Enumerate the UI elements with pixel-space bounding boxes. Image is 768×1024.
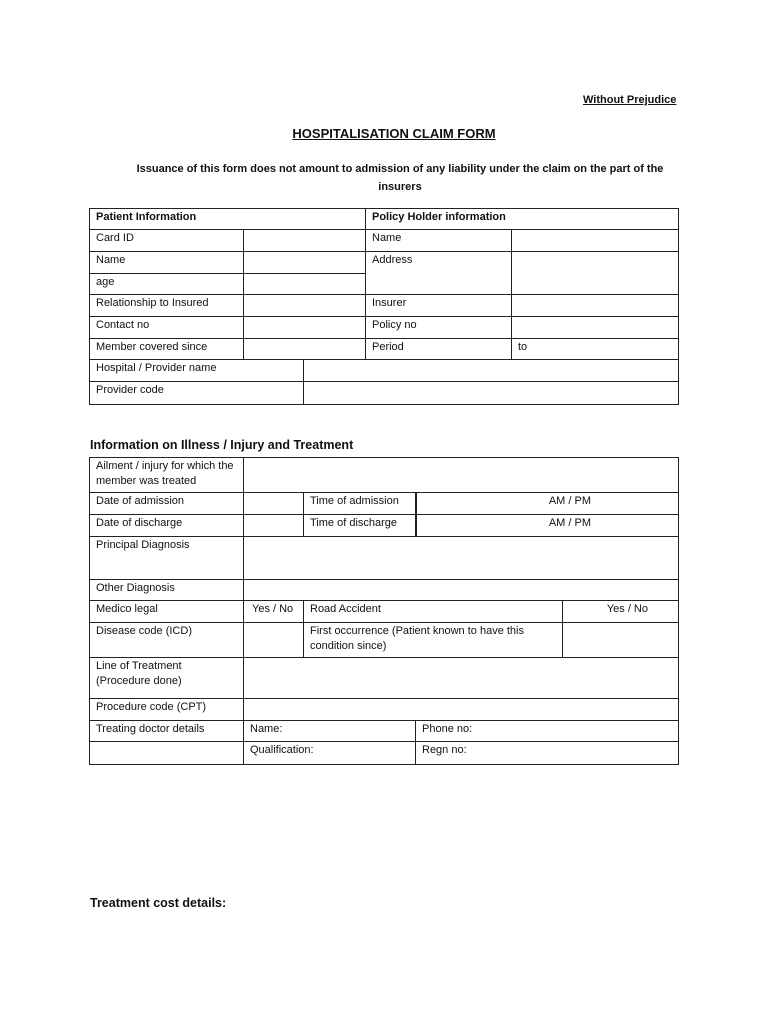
road-accident-field[interactable]: Yes / No bbox=[563, 601, 678, 623]
hospital-label: Hospital / Provider name bbox=[90, 360, 304, 382]
insurer-label: Insurer bbox=[366, 295, 512, 317]
policy-no-label: Policy no bbox=[366, 317, 512, 339]
date-discharge-label: Date of discharge bbox=[90, 515, 244, 537]
date-admission-field[interactable] bbox=[244, 493, 304, 515]
doctor-blank-cell bbox=[90, 742, 244, 764]
policy-name-field[interactable] bbox=[512, 230, 678, 252]
doctor-name-field[interactable]: Name: bbox=[244, 721, 416, 742]
treating-doctor-label: Treating doctor details bbox=[90, 721, 244, 742]
principal-diagnosis-field[interactable] bbox=[244, 537, 678, 580]
time-discharge-label: Time of discharge bbox=[304, 515, 416, 537]
time-discharge-field[interactable]: AM / PM bbox=[416, 515, 678, 537]
other-diagnosis-label: Other Diagnosis bbox=[90, 580, 244, 601]
age-field[interactable] bbox=[244, 274, 366, 295]
doctor-regn-field[interactable]: Regn no: bbox=[422, 744, 467, 756]
member-since-field[interactable] bbox=[244, 339, 366, 360]
contact-label: Contact no bbox=[90, 317, 244, 339]
principal-diagnosis-label: Principal Diagnosis bbox=[90, 537, 244, 580]
patient-policy-table bbox=[89, 208, 679, 405]
time-admission-label: Time of admission bbox=[304, 493, 416, 515]
card-id-field[interactable] bbox=[244, 230, 366, 252]
age-label: age bbox=[90, 274, 244, 295]
disease-code-field[interactable] bbox=[244, 623, 304, 658]
period-label: Period bbox=[366, 339, 512, 360]
policy-no-field[interactable] bbox=[512, 317, 678, 339]
period-to-field[interactable]: to bbox=[512, 339, 678, 360]
illness-section-title: Information on Illness / Injury and Treatment bbox=[90, 438, 354, 452]
date-discharge-field[interactable] bbox=[244, 515, 304, 537]
card-id-label: Card ID bbox=[90, 230, 244, 252]
road-accident-label: Road Accident bbox=[304, 601, 563, 623]
patient-name-label: Name bbox=[90, 252, 244, 274]
procedure-code-field[interactable] bbox=[244, 699, 678, 721]
patient-name-field[interactable] bbox=[244, 252, 366, 274]
other-diagnosis-field[interactable] bbox=[244, 580, 678, 601]
relationship-field[interactable] bbox=[244, 295, 366, 317]
hospital-field[interactable] bbox=[304, 360, 678, 382]
liability-notice: Issuance of this form does not amount to admission of any liability under the claim on the part of the insurers bbox=[136, 163, 664, 193]
policy-name-label: Name bbox=[366, 230, 512, 252]
illness-table bbox=[89, 457, 679, 765]
doctor-phone-field[interactable]: Phone no: bbox=[416, 721, 678, 742]
insurer-field[interactable] bbox=[512, 295, 678, 317]
medico-legal-label: Medico legal bbox=[90, 601, 244, 623]
disease-code-label: Disease code (ICD) bbox=[90, 623, 244, 658]
ailment-label: Ailment / injury for which the member was treated bbox=[90, 458, 244, 493]
member-since-label: Member covered since bbox=[90, 339, 244, 360]
provider-code-label: Provider code bbox=[90, 382, 304, 404]
line-of-treatment-label: Line of Treatment (Procedure done) bbox=[90, 658, 244, 699]
procedure-code-label: Procedure code (CPT) bbox=[90, 699, 244, 721]
first-occurrence-field[interactable] bbox=[563, 623, 678, 658]
medico-legal-field[interactable]: Yes / No bbox=[244, 601, 304, 623]
address-label: Address bbox=[366, 252, 512, 295]
policy-holder-header: Policy Holder information bbox=[366, 209, 678, 230]
provider-code-field[interactable] bbox=[304, 382, 678, 404]
date-admission-label: Date of admission bbox=[90, 493, 244, 515]
patient-info-header: Patient Information bbox=[90, 209, 366, 230]
first-occurrence-label: First occurrence (Patient known to have this condition since) bbox=[304, 623, 563, 658]
relationship-label: Relationship to Insured bbox=[90, 295, 244, 317]
contact-field[interactable] bbox=[244, 317, 366, 339]
ailment-field[interactable] bbox=[244, 458, 678, 493]
without-prejudice-label: Without Prejudice bbox=[583, 94, 677, 106]
time-admission-field[interactable]: AM / PM bbox=[416, 493, 678, 515]
form-title: HOSPITALISATION CLAIM FORM bbox=[292, 126, 496, 141]
line-of-treatment-field[interactable] bbox=[244, 658, 678, 699]
treatment-cost-title: Treatment cost details: bbox=[90, 896, 227, 910]
doctor-qualification-field[interactable]: Qualification: bbox=[244, 742, 416, 764]
address-field[interactable] bbox=[512, 252, 678, 295]
